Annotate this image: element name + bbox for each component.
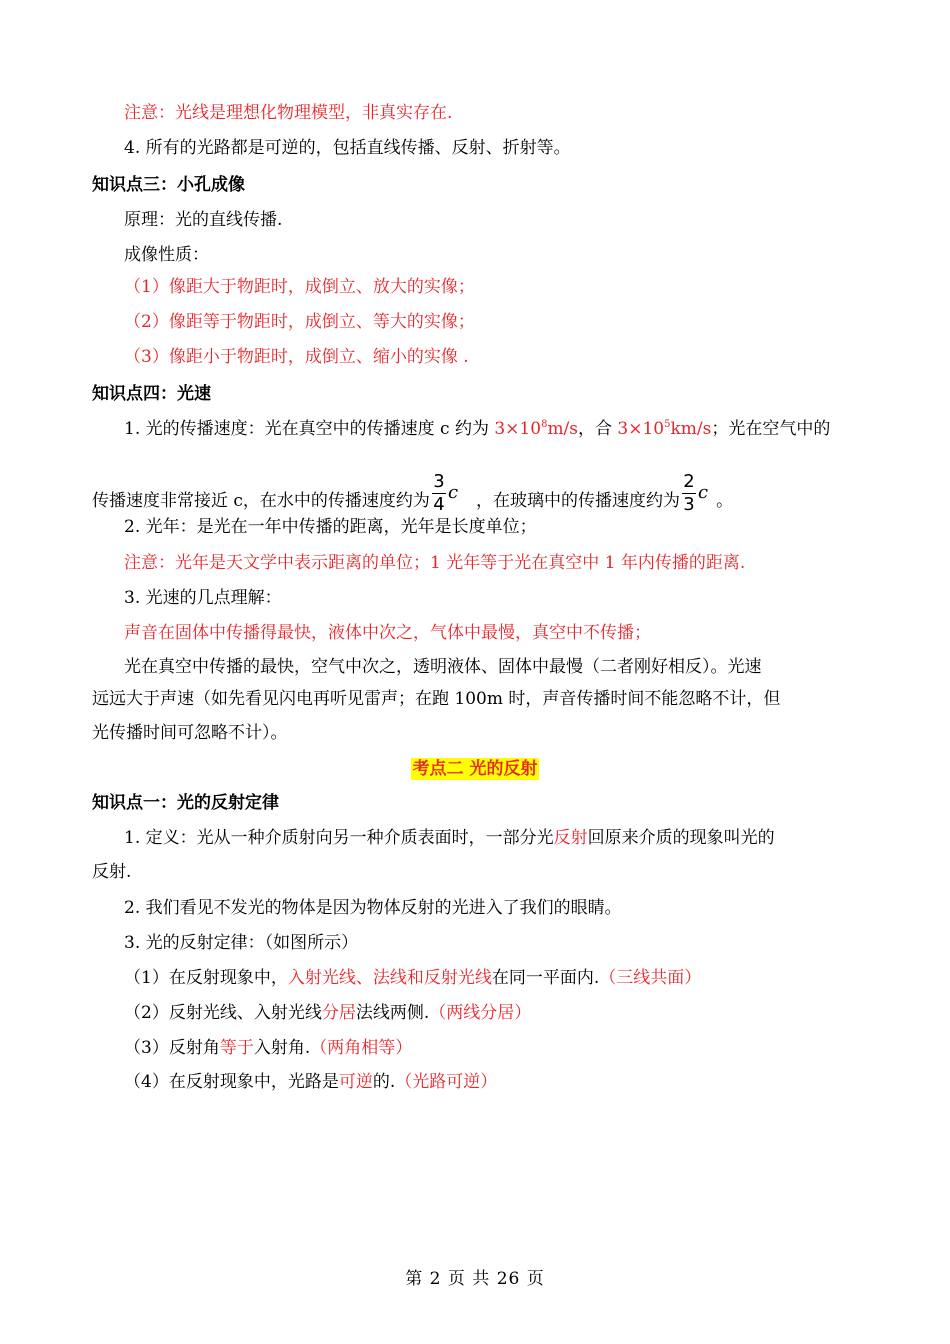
paragraph-definition-2: 反射. [92,862,132,882]
note-light-year: 注意：光年是天文学中表示距离的单位；1 光年等于光在真空中 1 年内传播的距离. [124,553,746,573]
paragraph-speed-line2: 传播速度非常接近 c，在水中的传播速度约为 $\frac{3}{4}$ c ，在玻璃中的传播速度约为 $\frac{2}{3}$ c 。 [92,471,734,515]
section-heading-pinhole: 知识点三：小孔成像 [92,175,245,195]
section-heading-reflection-law: 知识点一：光的反射定律 [92,793,279,813]
section-heading-light-speed: 知识点四：光速 [92,384,211,404]
term-reflection: 反射 [553,828,588,848]
law-item-3: （3）反射角等于入射角.（两角相等） [124,1038,413,1058]
paragraph-reflection-law: 3. 光的反射定律：（如图所示） [124,933,359,953]
paragraph-definition-1: 1. 定义：光从一种介质射向另一种介质表面时，一部分光反射回原来介质的现象叫光的 [124,828,775,848]
law-item-4: （4）在反射现象中，光路是可逆的.（光路可逆） [124,1072,498,1092]
note-light-ray-model: 注意：光线是理想化物理模型，非真实存在. [124,103,453,123]
paragraph-speed-line1 [124,417,862,441]
paragraph-principle: 原理：光的直线传播. [124,210,283,230]
chapter-highlight-heading: 考点二 光的反射 [412,759,538,779]
paragraph-understanding: 3. 光速的几点理解： [124,588,282,608]
paragraph-light-medium-1: 光在真空中传播的最快，空气中次之，透明液体、固体中最慢（二者刚好相反）。光速 [124,657,762,677]
page-footer: 第 2 页 共 26 页 [405,1269,545,1289]
paragraph-image-properties: 成像性质： [124,245,209,265]
law-item-2: （2）反射光线、入射光线分居法线两侧.（两线分居） [124,1003,532,1023]
speed-value-ms: $3\times 10^8m/s$ [494,419,579,439]
list-item-equal: （2）像距等于物距时，成倒立、等大的实像； [124,312,475,332]
fraction-three-quarters: $\frac{3}{4}$ [433,471,445,515]
speed-text-3: ；光在空气中的 [711,419,831,439]
paragraph-light-year: 2. 光年：是光在一年中传播的距离，光年是长度单位； [124,517,537,537]
paragraph-light-medium-3: 光传播时间可忽略不计）。 [92,723,288,743]
speed-text-2: ，合 [578,419,618,439]
symbol-c: c [447,482,459,503]
fraction-two-thirds: $\frac{2}{3}$ [683,471,695,515]
paragraph-light-medium-2: 远远大于声速（如先看见闪电再听见雷声；在跑 100m 时，声音传播时间不能忽略不计，但 [92,689,781,709]
list-item-reduced: （3）像距小于物距时，成倒立、缩小的实像 . [124,347,469,367]
speed-value-kms: $3\times 10^5km/s$ [617,419,712,439]
list-item-enlarged: （1）像距大于物距时，成倒立、放大的实像； [124,277,475,297]
paragraph-sound-speed: 声音在固体中传播得最快，液体中次之，气体中最慢，真空中不传播； [124,623,651,643]
paragraph-reversible-path: 4. 所有的光路都是可逆的，包括直线传播、反射、折射等。 [124,138,571,158]
symbol-c-2: c [698,482,709,503]
paragraph-seeing: 2. 我们看见不发光的物体是因为物体反射的光进入了我们的眼睛。 [124,898,622,918]
speed-text-1: 1. 光的传播速度：光在真空中的传播速度 c 约为 [124,419,495,439]
law-item-1: （1）在反射现象中，入射光线、法线和反射光线在同一平面内.（三线共面） [124,968,702,988]
